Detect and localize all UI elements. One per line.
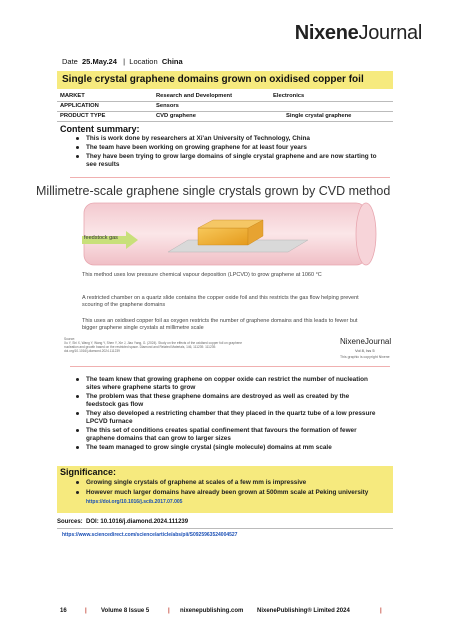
finding-bullet: They also developed a restricting chamber that they placed in the quartz tube of a low pressure LPCVD furnace	[86, 410, 378, 426]
dateline: Date 25.May.24 | Location China	[62, 57, 183, 66]
footer-separator: |	[168, 608, 170, 614]
significance-link[interactable]: https://doi.org/10.1016/j.scib.2017.07.005	[86, 499, 183, 505]
divider	[57, 121, 393, 122]
summary-bullet: They have been trying to grow large domains of single crystal graphene and are now starting to see results	[86, 153, 382, 169]
footer-page-number: 16	[60, 608, 67, 614]
figure-copyright: This graphic is copyright Nixene	[340, 355, 390, 359]
footer-separator: |	[85, 608, 87, 614]
tube-end	[356, 203, 376, 265]
figure-title: Millimetre-scale graphene single crystals grown by CVD method	[36, 184, 391, 198]
content-summary-heading: Content summary:	[60, 124, 140, 134]
divider	[57, 528, 393, 529]
meta-row-market: MARKET Research and Development Electronics	[60, 93, 305, 99]
finding-bullet: The team knew that growing graphene on copper oxide can restrict the number of nucleation sites where graphene starts to grow	[86, 376, 378, 392]
restricted-chamber	[198, 228, 248, 245]
summary-bullet: This is work done by researchers at Xi'an University of Technology, China	[86, 135, 386, 143]
cvd-tube-diagram	[78, 200, 378, 270]
footer-separator: |	[380, 608, 382, 614]
finding-bullet: The team managed to grow single crystal (single molecule) domains at mm scale	[86, 444, 378, 452]
figure-journal-logo: NixeneJournal	[340, 337, 392, 346]
divider	[57, 101, 393, 102]
significance-heading: Significance:	[60, 467, 117, 477]
figure-volume: Vol 8, Iss 5	[355, 348, 375, 353]
article-title-bar	[57, 71, 393, 89]
meta-row-application: APPLICATION Sensors	[60, 103, 179, 109]
significance-bullet: However much larger domains have already been grown at 500mm scale at Peking university	[86, 489, 386, 497]
sources-line: Sources: DOI: 10.1016/j.diamond.2024.111239	[57, 519, 189, 525]
figure-paragraph: A restricted chamber on a quartz slide contains the copper oxide foil and this restricts the gas flow helping prevent scouring of the graphene domains	[82, 295, 359, 308]
source-url-link[interactable]: https://www.sciencedirect.com/science/article/abs/pii/S0925963524004527	[62, 532, 238, 538]
meta-row-product-type: PRODUCT TYPE CVD graphene Single crystal graphene	[60, 113, 352, 119]
journal-logo: NixeneJournal	[294, 22, 422, 44]
gas-label: feedstock gas	[84, 235, 118, 241]
footer-volume: Volume 8 Issue 5	[101, 608, 150, 614]
finding-bullet: The this set of conditions creates spatial confinement that favours the formation of fewer graphene domains that can grow to larger sizes	[86, 427, 378, 443]
finding-bullet: The problem was that these graphene domains are destroyed as well as created by the feedstock gas flow	[86, 393, 378, 409]
divider	[70, 366, 390, 367]
article-title: Single crystal graphene domains grown on oxidised copper foil	[62, 74, 364, 85]
divider	[70, 177, 390, 178]
figure-paragraph: This uses an oxidised copper foil as oxygen restricts the number of graphene domains and this leads to fewer but bigger graphene single crystals at millimetre scale	[82, 318, 358, 331]
significance-bullet: Growing single crystals of graphene at scales of a few mm is impressive	[86, 479, 386, 487]
divider	[57, 111, 393, 112]
figure-paragraph: This method uses low pressure chemical vapour deposition (LPCVD) to grow graphene at 1060 °C	[82, 272, 322, 278]
figure-source: Source: Xu Y, Shi X, Wang Y, Wang Y, Shen Y, Xie J, Jiao Yang, G. (2024). Study on the effects of the oxidised copper foil on graphene nucleation and growth based on the restricted space. Diamond and Related Materials, 146, 111239. 111239. doi.org/10.1016/j.diamond.2024.111239	[64, 337, 243, 353]
summary-bullet: The team have been working on growing graphene for at least four years	[86, 144, 386, 152]
footer-site[interactable]: nixenepublishing.com	[180, 608, 244, 614]
footer-copyright: NixenePublishing® Limited 2024	[257, 608, 350, 614]
